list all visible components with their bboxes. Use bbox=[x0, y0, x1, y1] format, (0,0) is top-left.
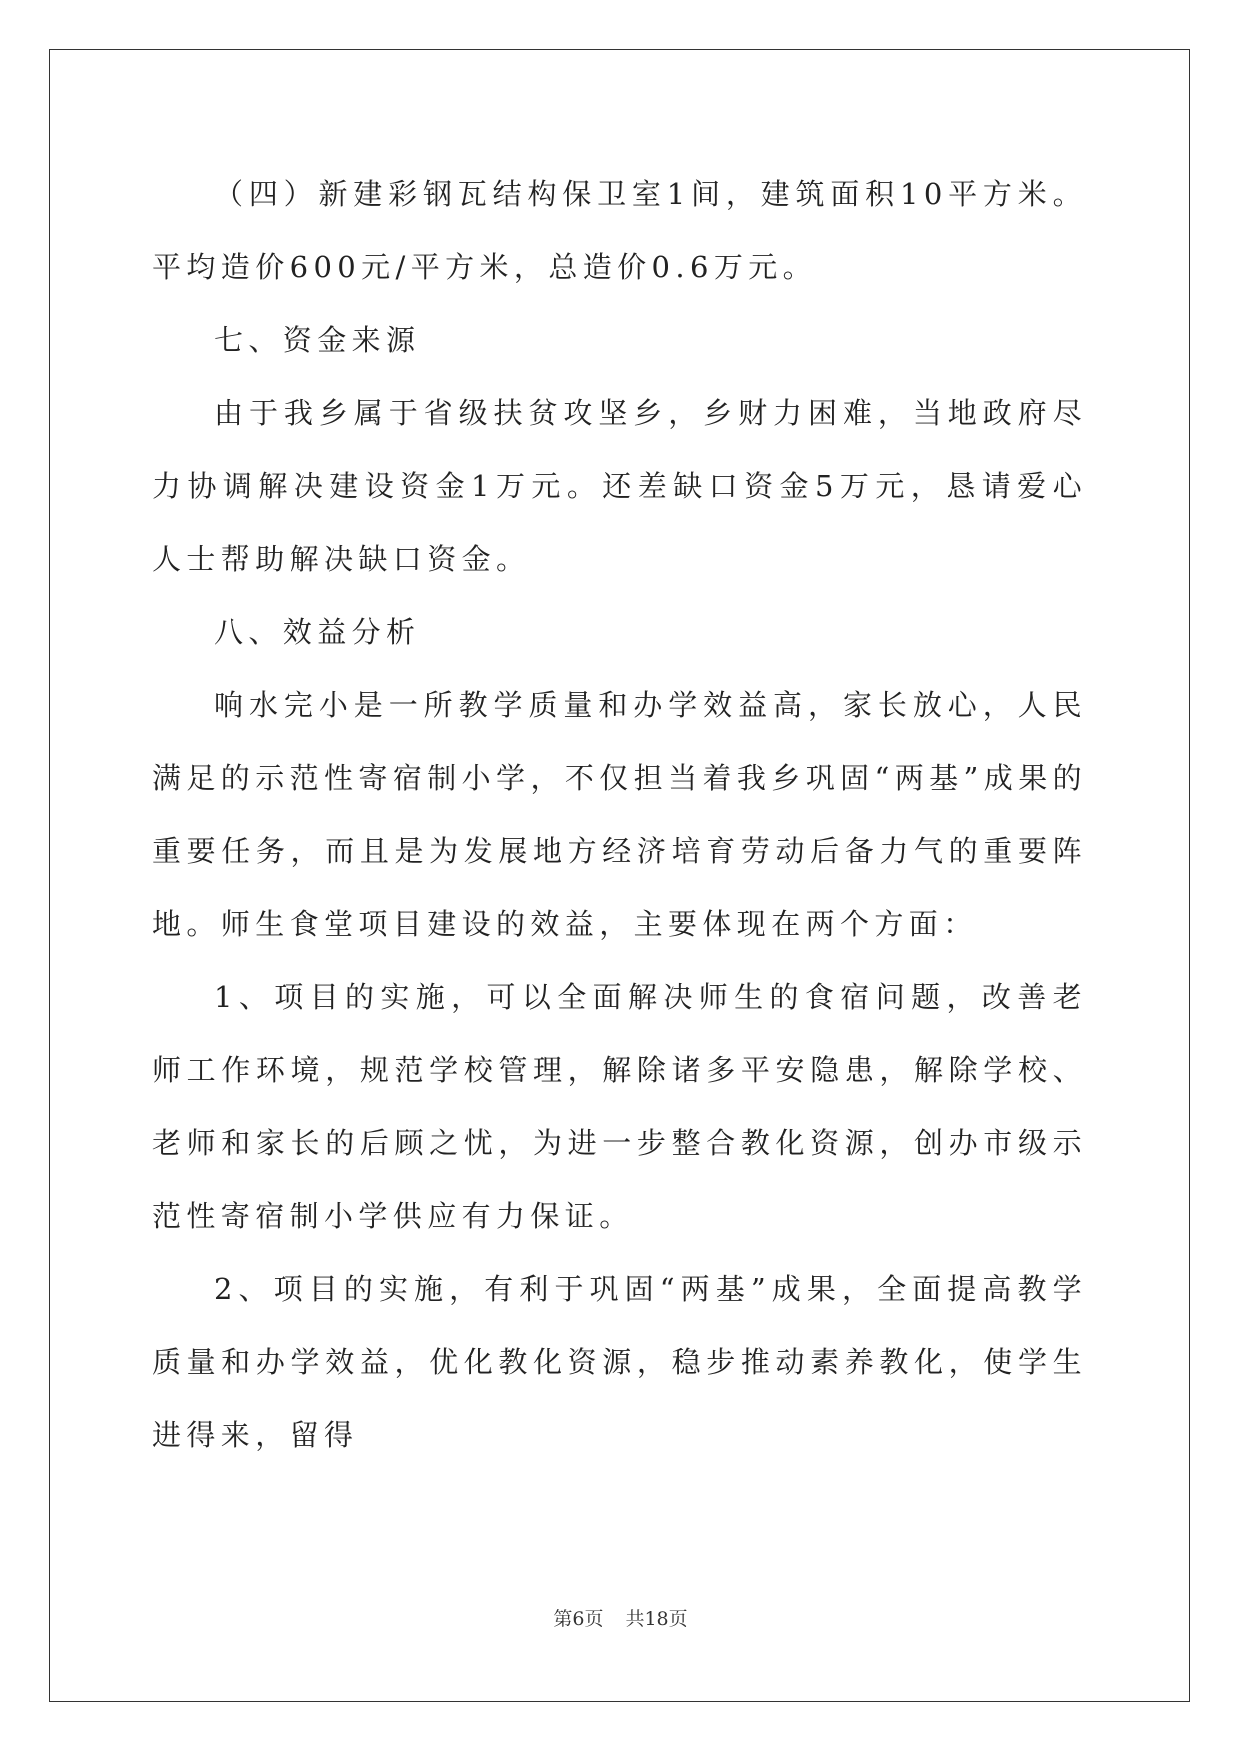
paragraph-guardroom: （四）新建彩钢瓦结构保卫室1间，建筑面积10平方米。平均造价600元/平方米，总造价0.6万元。 bbox=[152, 177, 1087, 284]
page-footer bbox=[0, 1604, 1241, 1631]
paragraph-benefit-1: 1、项目的实施，可以全面解决师生的食宿问题，改善老师工作环境，规范学校管理，解除诸多平安隐患，解除学校、老师和家长的后顾之忧，为进一步整合教化资源，创办市级示范性寄宿制小学供应有力保证。 bbox=[152, 980, 1087, 1233]
page-number-total: 共18页 bbox=[625, 1608, 688, 1630]
paragraph-benefit-intro: 响水完小是一所教学质量和办学效益高，家长放心，人民满足的示范性寄宿制小学，不仅担当着我乡巩固“两基”成果的重要任务，而且是为发展地方经济培育劳动后备力气的重要阵地。师生食堂项目建设的效益，主要体现在两个方面： bbox=[152, 688, 1087, 941]
heading-benefit-analysis: 八、效益分析 bbox=[214, 615, 421, 649]
paragraph-funding: 由于我乡属于省级扶贫攻坚乡，乡财力困难，当地政府尽力协调解决建设资金1万元。还差缺口资金5万元，恳请爱心人士帮助解决缺口资金。 bbox=[152, 396, 1087, 576]
paragraph-benefit-2: 2、项目的实施，有利于巩固“两基”成果，全面提高教学质量和办学效益，优化教化资源，稳步推动素养教化，使学生进得来，留得 bbox=[152, 1272, 1087, 1452]
heading-funding-source: 七、资金来源 bbox=[214, 323, 421, 357]
document-body bbox=[152, 158, 1087, 1472]
page-number-current: 第6页 bbox=[553, 1608, 604, 1630]
